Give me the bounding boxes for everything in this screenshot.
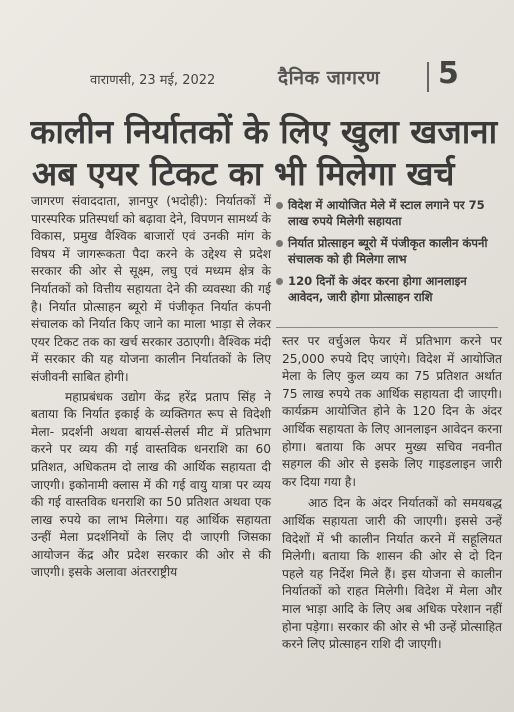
masthead-divider	[427, 62, 429, 92]
article-paragraph: महाप्रबंधक उद्योग केंद्र हरेंद्र प्रताप सिंह ने बताया कि निर्यात इकाई के व्यक्तिगत रूप से विदेशी मेला- प्रदर्शनी अथवा बायर्स-सेलर्स मीट में प्रतिभाग करने पर व्यय की गई वास्तविक धनराशि का 60 प्रतिशत, अधिकतम दो लाख की आर्थिक सहायता दी जाएगी। इकोनामी क्लास में की गई वायु यात्रा पर व्यय की गई वास्तविक धनराशि का 50 प्रतिशत अथवा एक लाख रुपये का लाभ मिलेगा। यह आर्थिक सहायता उन्हीं मेला प्रदर्शनियों के लिए दी जाएगी जिसका आयोजन केंद्र और प्रदेश सरकार की ओर से की जाएगी। इसके अलावा अंतरराष्ट्रीय	[31, 389, 271, 580]
highlight-item	[276, 197, 498, 229]
article-paragraph: आठ दिन के अंदर निर्यातकों को समयबद्ध आर्थिक सहायता जारी की जाएगी। इससे उन्हें विदेशों में भी कालीन निर्यात करने में सहूलियत मिलेगी। बताया कि शासन की ओर से दो दिन पहले यह निर्देश मिले हैं। इस योजना से कालीन निर्यातकों को राहत मिलेगी। विदेश में मेला और माल भाड़ा आदि के लिए अब अधिक परेशान नहीं होना पड़ेगा। सरकार की ओर से भी उन्हें प्रोत्साहित करने लिए प्रोत्साहन राशि दी जाएगी।	[282, 496, 502, 652]
highlight-item	[276, 273, 498, 305]
highlight-text: निर्यात प्रोत्साहन ब्यूरो में पंजीकृत कालीन कंपनी संचालक को ही मिलेगा लाभ	[288, 236, 488, 266]
newspaper-name: दैनिक जागरण	[278, 67, 380, 89]
bullet-icon	[276, 202, 283, 209]
headline-line-2: अब एयर टिकट का भी मिलेगा खर्च	[32, 154, 455, 193]
highlight-item	[276, 235, 498, 267]
page-number: 5	[438, 56, 459, 91]
article-left-column	[31, 193, 271, 693]
article-paragraph: स्तर पर वर्चुअल फेयर में प्रतिभाग करने पर 25,000 रुपये दिए जाएंगे। विदेश में आयोजित मेला के लिए कुल व्यय का 75 प्रतिशत अर्थात 75 लाख रुपये तक आर्थिक सहायता दी जाएगी। कार्यक्रम आयोजित होने के 120 दिन के अंदर आर्थिक सहायता के लिए आनलाइन आवेदन करना होगा। बताया कि अपर मुख्य सचिव नवनीत सहगल की ओर से इसके लिए गाइडलाइन जारी कर दिया गया है।	[282, 334, 502, 489]
bullet-icon	[276, 278, 283, 285]
place-date: वाराणसी, 23 मई, 2022	[90, 73, 216, 88]
highlight-text: 120 दिनों के अंदर करना होगा आनलाइन आवेदन, जारी होगा प्रोत्साहन राशि	[288, 274, 467, 304]
highlights-box	[276, 197, 498, 311]
article-right-column	[282, 333, 502, 703]
headline-line-1: कालीन निर्यातकों के लिए खुला खजाना	[30, 112, 498, 151]
highlight-text: विदेश में आयोजित मेले में स्टाल लगाने पर 75 लाख रुपये मिलेगी सहायता	[288, 198, 485, 228]
masthead	[0, 58, 514, 98]
highlights-divider	[276, 327, 498, 328]
bullet-icon	[276, 240, 283, 247]
article-paragraph: जागरण संवाददाता, ज्ञानपुर (भदोही): निर्यातकों में पारस्परिक प्रतिस्पर्धा को बढ़ावा देने, विपणन सामर्थ्य के विकास, प्रमुख वैश्विक बाजारों एवं उनकी मांग के विषय में जागरूकता पैदा करने के उद्देश्य से प्रदेश सरकार की ओर से सूक्ष्म, लघु एवं मध्यम क्षेत्र के निर्यातकों को वित्तीय सहायता देने की व्यवस्था की गई है। निर्यात प्रोत्साहन ब्यूरो में पंजीकृत निर्यात कंपनी संचालक को निर्यात किए जाने का माला भाड़ा से लेकर एयर टिकट तक का खर्च सरकार उठाएगी। वैश्विक मंदी में सरकार की यह योजना कालीन निर्यातकों के लिए संजीवनी साबित होगी।	[31, 194, 271, 384]
